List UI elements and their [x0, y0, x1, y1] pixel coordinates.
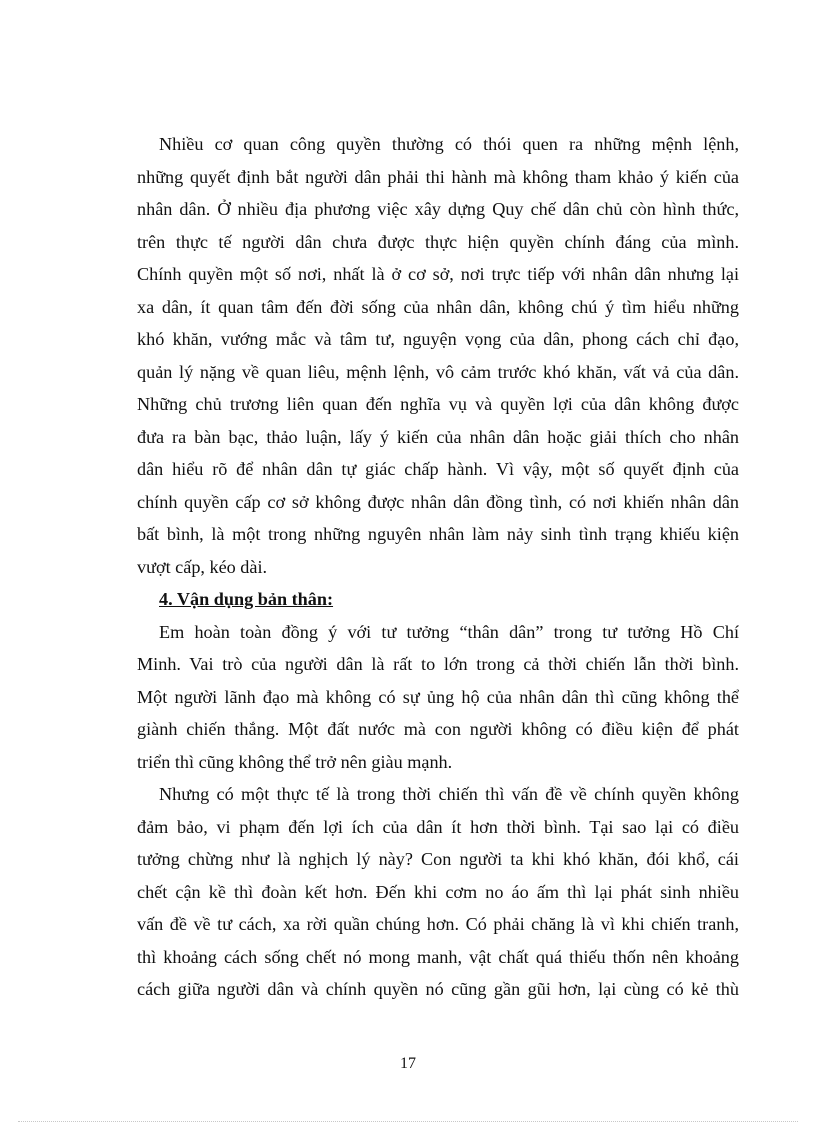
text-line: quản lý nặng về quan liêu, mệnh lệnh, vô cảm trước khó khăn, vất vả của dân. — [137, 361, 739, 382]
text-line: vượt cấp, kéo dài. — [137, 556, 268, 577]
text-line: tưởng chừng như là nghịch lý này? Con người ta khi khó khăn, đói khổ, cái — [137, 849, 739, 869]
text-line: nhân dân. Ở nhiều địa phương việc xây dựng Quy chế dân chủ còn hình thức, — [137, 199, 739, 219]
paragraph-3 — [137, 778, 739, 1006]
text-line: vấn đề về tư cách, xa rời quần chúng hơn. Có phải chăng là vì khi chiến tranh, — [137, 914, 739, 934]
text-line: đảm bảo, vi phạm đến lợi ích của dân ít hơn thời bình. Tại sao lại có điều — [137, 816, 739, 837]
page-number: 17 — [400, 1055, 416, 1072]
text-line: đưa ra bàn bạc, thảo luận, lấy ý kiến của nhân dân hoặc giải thích cho nhân — [137, 426, 739, 447]
text-line: chết cận kề thì đoàn kết hơn. Đến khi cơm no áo ấm thì lại phát sinh nhiều — [137, 881, 739, 902]
text-line: Chính quyền một số nơi, nhất là ở cơ sở, nơi trực tiếp với nhân dân nhưng lại — [137, 264, 739, 284]
text-line: thì khoảng cách sống chết nó mong manh, vật chất quá thiếu thốn nên khoảng — [137, 946, 739, 967]
text-line: Nhưng có một thực tế là trong thời chiến thì vấn đề về chính quyền không — [159, 784, 739, 804]
text-line: chính quyền cấp cơ sở không được nhân dân đồng tình, có nơi khiến nhân dân — [137, 491, 739, 512]
body-text — [137, 128, 739, 1006]
text-line: Em hoàn toàn đồng ý với tư tưởng “thân dân” trong tư tưởng Hồ Chí — [159, 621, 739, 642]
page-divider — [18, 1121, 798, 1122]
text-line: Một người lãnh đạo mà không có sự ủng hộ của nhân dân thì cũng không thể — [137, 686, 739, 707]
text-line: trên thực tế người dân chưa được thực hiện quyền chính đáng của mình. — [137, 231, 739, 252]
paragraph-1 — [137, 128, 739, 583]
text-line: dân hiểu rõ để nhân dân tự giác chấp hành. Vì vậy, một số quyết định của — [137, 459, 739, 479]
text-line: những quyết định bắt người dân phải thi hành mà không tham khảo ý kiến của — [137, 166, 739, 187]
text-line: bất bình, là một trong những nguyên nhân làm nảy sinh tình trạng khiếu kiện — [137, 524, 739, 544]
text-line: Những chủ trương liên quan đến nghĩa vụ và quyền lợi của dân không được — [137, 394, 739, 414]
text-line: giành chiến thắng. Một đất nước mà con người không có điều kiện để phát — [137, 719, 739, 739]
text-line: triển thì cũng không thể trở nên giàu mạnh. — [137, 751, 453, 772]
text-line: xa dân, ít quan tâm đến đời sống của nhân dân, không chú ý tìm hiểu những — [137, 296, 739, 317]
text-line: Nhiều cơ quan công quyền thường có thói quen ra những mệnh lệnh, — [159, 134, 739, 154]
text-line: khó khăn, vướng mắc và tâm tư, nguyện vọng của dân, phong cách chỉ đạo, — [137, 329, 739, 349]
paragraph-2 — [137, 616, 739, 779]
text-line: Minh. Vai trò của người dân là rất to lớn trong cả thời chiến lẫn thời bình. — [137, 654, 739, 674]
text-line: cách giữa người dân và chính quyền nó cũng gần gũi hơn, lại cùng có kẻ thù — [137, 979, 739, 999]
section-heading: 4. Vận dụng bản thân: — [159, 589, 334, 609]
